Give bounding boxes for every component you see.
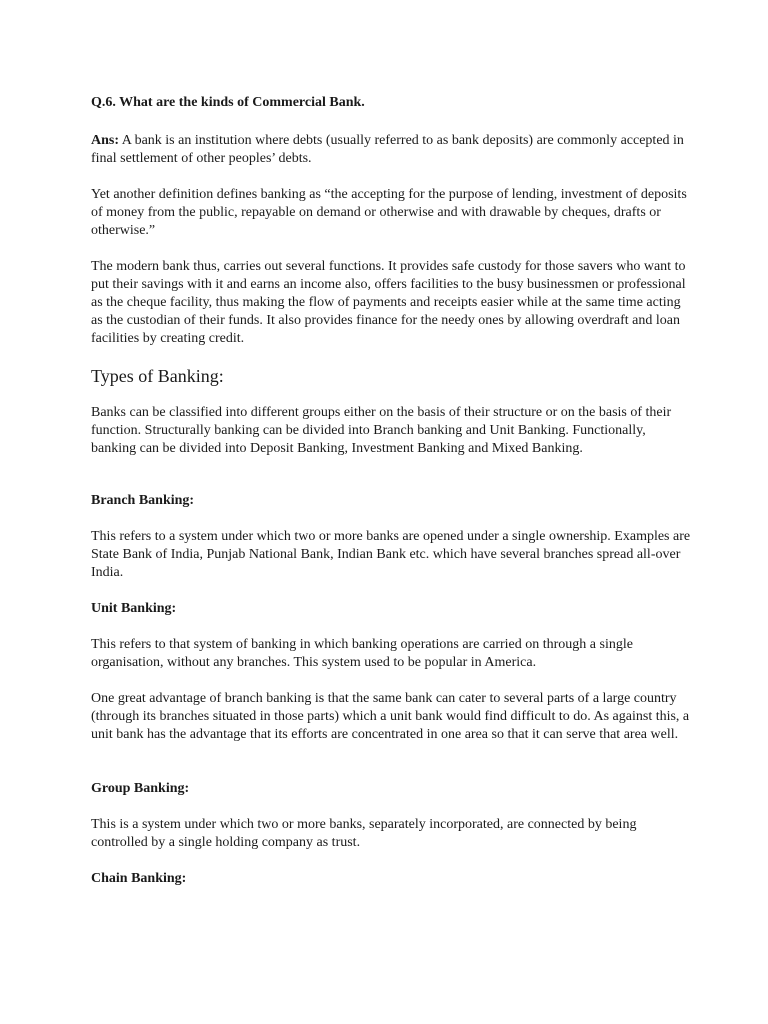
chain-banking-heading: Chain Banking:: [91, 871, 187, 886]
types-paragraph: Banks can be classified into different groups either on the basis of their structure or on the basis of their function. Structurally banking can be divided into Branch banking and Unit Banking. Functionally, banking can be divided into Deposit Banking, Investment Banking and Mixed Banking.: [91, 405, 672, 456]
branch-advantage-paragraph: One great advantage of branch banking is that the same bank can cater to several parts of a large country (through its branches situated in those parts) which a unit bank would find difficult to do. As against this, a unit bank has the advantage that its efforts are concentrated in one area so that it can serve that area well.: [91, 691, 690, 742]
modern-bank-paragraph: The modern bank thus, carries out several functions. It provides safe custody for those savers who want to put their savings with it and earns an income also, offers facilities to the busy businessmen or professional as the cheque facility, thus making the flow of payments and receipts easier while at the same time acting as the custodian of their funds. It also provides finance for the needy ones by allowing overdraft and loan facilities by creating credit.: [91, 259, 686, 346]
branch-banking-heading: Branch Banking:: [91, 493, 195, 508]
branch-banking-paragraph: This refers to a system under which two or more banks are opened under a single ownership. Examples are State Bank of India, Punjab National Bank, Indian Bank etc. which have several branches spread all-over India.: [91, 529, 691, 580]
question-heading: Q.6. What are the kinds of Commercial Bank.: [91, 95, 365, 110]
answer-label: Ans:: [91, 133, 120, 148]
unit-banking-heading: Unit Banking:: [91, 601, 177, 616]
group-banking-paragraph: This is a system under which two or more banks, separately incorporated, are connected by being controlled by a single holding company as trust.: [91, 817, 637, 850]
answer-paragraph: [91, 132, 691, 168]
types-of-banking-heading: Types of Banking:: [91, 366, 224, 386]
definition-paragraph: Yet another definition defines banking as “the accepting for the purpose of lending, investment of deposits of money from the public, repayable on demand or otherwise and with drawable by cheques, drafts or otherwise.”: [91, 187, 687, 238]
unit-banking-paragraph: This refers to that system of banking in which banking operations are carried on through a single organisation, without any branches. This system used to be popular in America.: [91, 637, 633, 670]
document-page: [91, 0, 691, 1024]
answer-text: A bank is an institution where debts (usually referred to as bank deposits) are commonly accepted in final settlement of other peoples’ debts.: [91, 133, 684, 166]
group-banking-heading: Group Banking:: [91, 781, 190, 796]
